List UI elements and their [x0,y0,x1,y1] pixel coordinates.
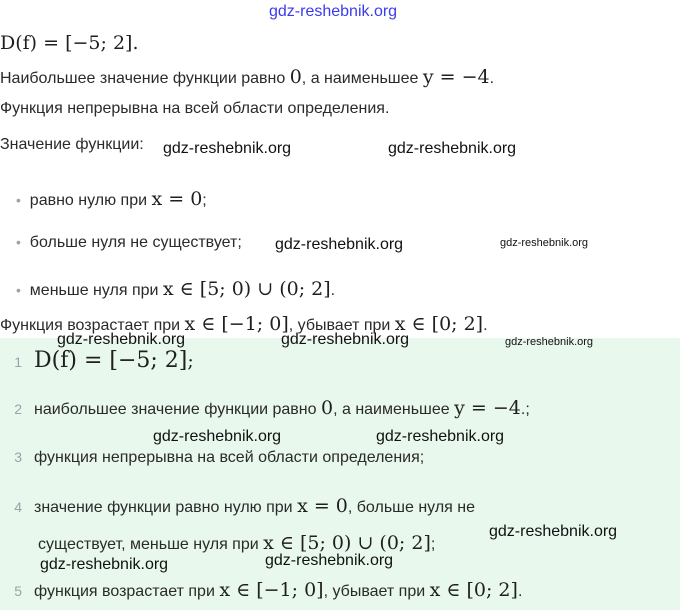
bullet-math: x = 0 [151,188,203,210]
bullet-text: больше нуля не существует; [29,234,242,251]
watermark: gdz-reshebnik.org [269,3,398,20]
monotonic-mid: , убывает при [288,317,395,334]
item-number: 5 [14,583,22,599]
answer-item-3 [0,449,424,467]
watermark: gdz-reshebnik.org [163,140,292,157]
item-m2: y = −4 [454,397,521,419]
monotonic-pre: Функция возрастает при [0,317,185,334]
monotonic-m2: x ∈ [0; 2] [394,313,484,335]
bullet-item [16,188,207,210]
watermark: gdz-reshebnik.org [281,331,410,348]
watermark: gdz-reshebnik.org [265,552,394,569]
answer-item-4-line2 [38,532,435,554]
watermark: gdz-reshebnik.org [275,236,404,253]
extremes-line [0,66,494,88]
item-m1: x ∈ [−1; 0] [219,579,324,601]
extremes-end: . [489,70,495,87]
watermark: gdz-reshebnik.org [376,428,505,445]
item-end: .; [520,401,530,418]
item-m1: x = 0 [297,495,348,517]
bullet-dot: • [16,282,21,298]
extremes-max: 0 [289,66,302,88]
item-text: наибольшее значение функции равно [34,401,321,418]
item-m1: 0 [320,397,334,419]
continuity-line: Функция непрерывна на всей области определения. [0,100,390,117]
bullet-item [16,234,242,252]
monotonic-m1: x ∈ [−1; 0] [184,313,289,335]
answer-item-5 [0,579,522,601]
item-m2: x ∈ [5; 0) ∪ (0; 2] [263,532,431,554]
values-label: Значение функции: [0,136,144,153]
item-end: ; [430,536,436,553]
watermark: gdz-reshebnik.org [500,237,589,249]
answer-item-2 [0,397,530,419]
item-end: . [517,583,523,600]
bullet-text: равно нулю при [29,192,152,209]
watermark: gdz-reshebnik.org [153,428,282,445]
monotonic-end: . [483,317,488,334]
item-number: 4 [14,499,22,515]
answer-item-1 [0,348,194,373]
item-number: 2 [14,401,22,417]
item-text: функция непрерывна на всей области определения; [34,449,425,466]
watermark: gdz-reshebnik.org [489,523,618,540]
item-mid: , больше нуля не [347,499,475,516]
watermark: gdz-reshebnik.org [505,336,594,348]
bullet-end: ; [202,192,207,209]
bullet-text: меньше нуля при [29,282,163,299]
item-mid: , убывает при [323,583,430,600]
extremes-mid: , а наименьшее [301,70,423,87]
item-line2: существует, меньше нуля при [38,536,264,553]
item-m2: x ∈ [0; 2] [429,579,518,601]
watermark: gdz-reshebnik.org [40,556,169,573]
item-text: функция возрастает при [34,583,220,600]
answer-item-4 [0,495,475,517]
item-mid: , а наименьшее [333,401,455,418]
extremes-text: Наибольшее значение функции равно [0,70,290,87]
item-end: ; [187,350,194,372]
bullet-dot: • [16,192,21,208]
bullet-end: . [330,282,336,299]
domain-line: D(f) = [−5; 2]. [0,32,139,54]
bullet-dot: • [16,234,21,250]
extremes-min: y = −4 [422,66,490,88]
item-math: D(f) = [−5; 2] [34,348,188,373]
bullet-item [16,278,335,300]
item-number: 1 [14,354,22,370]
item-text: значение функции равно нулю при [34,499,298,516]
bullet-math: x ∈ [5; 0) ∪ (0; 2] [162,278,331,300]
watermark: gdz-reshebnik.org [57,331,186,348]
watermark: gdz-reshebnik.org [388,140,517,157]
item-number: 3 [14,449,22,465]
